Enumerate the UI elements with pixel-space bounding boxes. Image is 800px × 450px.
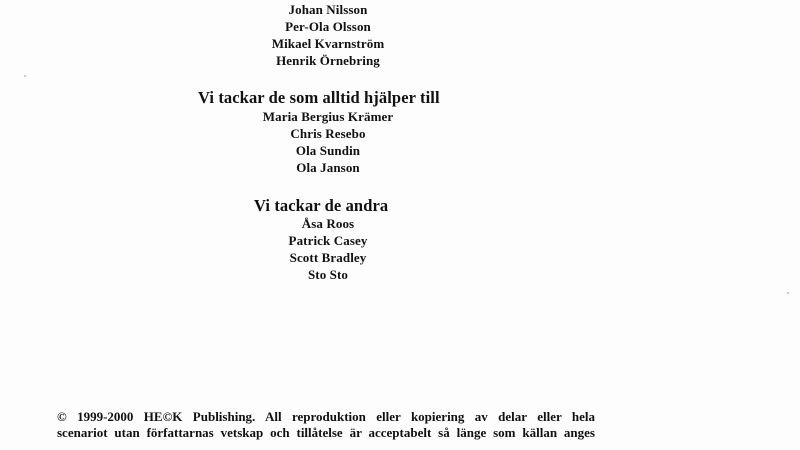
copyright-line: © 1999-2000 HE©K Publishing. All reproduktion eller kopiering av delar eller hela [57, 409, 595, 424]
name-list-others [0, 215, 656, 283]
credit-name: Per-Ola Olsson [285, 19, 371, 34]
copyright-notice [57, 409, 595, 441]
credit-name: Chris Resebo [290, 126, 366, 141]
credit-name: Mikael Kvarnström [271, 36, 385, 51]
credit-name: Ola Sundin [295, 143, 361, 158]
credit-name: Scott Bradley [289, 250, 367, 265]
credit-name: Sto Sto [307, 267, 349, 282]
credit-name: Patrick Casey [288, 233, 368, 248]
section-heading-helpers: Vi tackar de som alltid hjälper till [198, 88, 440, 107]
scan-speck [24, 75, 26, 77]
name-list-helpers [0, 108, 656, 176]
credit-name: Åsa Roos [301, 216, 355, 231]
credit-name: Henrik Örnebring [276, 53, 380, 68]
credit-name: Maria Bergius Krämer [262, 109, 394, 124]
credit-name: Johan Nilsson [288, 2, 368, 17]
copyright-line: scenariot utan författarnas vetskap och tillåtelse är acceptabelt så länge som källan anges [57, 425, 595, 440]
scan-speck [787, 292, 789, 294]
credit-name: Ola Janson [296, 160, 360, 175]
section-heading-others: Vi tackar de andra [254, 196, 389, 215]
name-list-top [0, 1, 656, 69]
